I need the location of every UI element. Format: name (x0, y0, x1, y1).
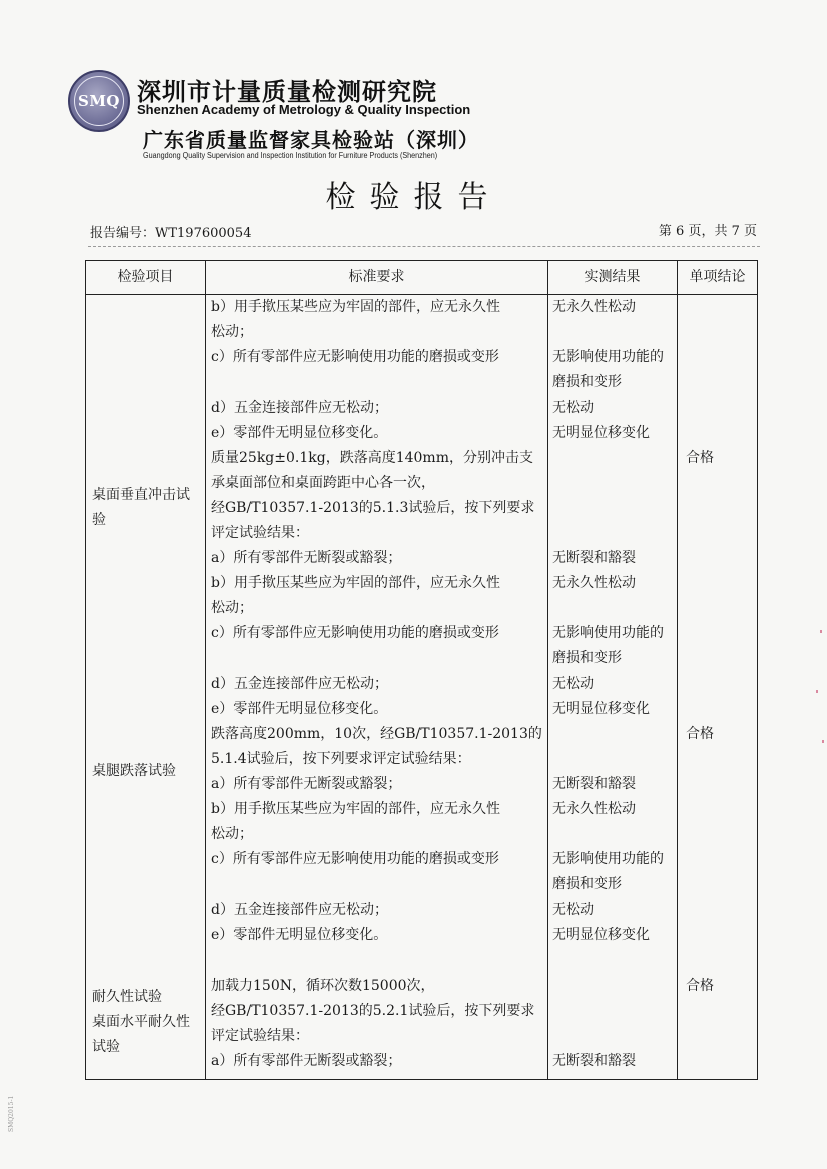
standard-line: a）所有零部件无断裂或豁裂； (211, 1053, 402, 1069)
item-label: 桌腿跌落试验 (92, 763, 176, 779)
result-line: 磨损和变形 (552, 374, 622, 390)
form-code: SMQ2015-1 (8, 1095, 15, 1132)
standard-column (206, 295, 548, 1080)
result-line: 无明显位移变化 (552, 425, 650, 441)
result-line: 无断裂和豁裂 (552, 776, 636, 792)
result-line: 无永久性松动 (552, 299, 636, 315)
standard-line: a）所有零部件无断裂或豁裂； (211, 776, 402, 792)
result-line: 无明显位移变化 (552, 701, 650, 717)
conclusion-label: 合格 (686, 450, 714, 466)
logo-text: SMQ (77, 92, 120, 110)
smq-logo (68, 70, 130, 132)
result-line: 无松动 (552, 676, 594, 692)
result-column (548, 295, 678, 1080)
standard-line: 松动； (211, 600, 253, 616)
standard-line: 质量25kg±0.1kg，跌落高度140mm，分别冲击支 (211, 450, 533, 466)
inspection-table (85, 260, 758, 1080)
standard-line: 跌落高度200mm，10次，经GB/T10357.1-2013的 (211, 726, 542, 742)
standard-line: c）所有零部件应无影响使用功能的磨损或变形 (211, 349, 499, 365)
standard-line: 经GB/T10357.1-2013的5.1.3试验后，按下列要求 (211, 500, 535, 516)
standard-line: d）五金连接部件应无松动； (211, 902, 388, 918)
result-line: 无松动 (552, 400, 594, 416)
standard-line: 评定试验结果： (211, 525, 309, 541)
standard-line: c）所有零部件应无影响使用功能的磨损或变形 (211, 851, 499, 867)
result-line: 磨损和变形 (552, 650, 622, 666)
standard-line: d）五金连接部件应无松动； (211, 676, 388, 692)
standard-line: c）所有零部件应无影响使用功能的磨损或变形 (211, 625, 499, 641)
conclusion-label: 合格 (686, 978, 714, 994)
standard-line: e）零部件无明显位移变化。 (211, 425, 388, 441)
result-line: 无松动 (552, 902, 594, 918)
table-row (86, 295, 758, 1080)
result-line: 磨损和变形 (552, 876, 622, 892)
result-line: 无影响使用功能的 (552, 851, 664, 867)
standard-line: 加载力150N，循环次数15000次， (211, 978, 435, 994)
standard-line: a）所有零部件无断裂或豁裂； (211, 550, 402, 566)
scan-mark (820, 630, 822, 633)
standard-line: 承桌面部位和桌面跨距中心各一次， (211, 475, 435, 491)
standard-line: 5.1.4试验后，按下列要求评定试验结果： (211, 751, 471, 767)
page-title: 检验报告 (325, 180, 502, 215)
standard-line: b）用手揿压某些应为牢固的部件，应无永久性 (211, 299, 500, 315)
conclusion-column (678, 295, 758, 1080)
result-line: 无永久性松动 (552, 801, 636, 817)
standard-line: 经GB/T10357.1-2013的5.2.1试验后，按下列要求 (211, 1003, 535, 1019)
standard-line: e）零部件无明显位移变化。 (211, 927, 388, 943)
scan-mark (822, 740, 824, 743)
result-line: 无明显位移变化 (552, 927, 650, 943)
standard-line: b）用手揿压某些应为牢固的部件，应无永久性 (211, 801, 500, 817)
header-result: 实测结果 (548, 261, 678, 295)
station-name-cn: 广东省质量监督家具检验站（深圳） (143, 128, 479, 152)
institute-name-cn: 深圳市计量质量检测研究院 (137, 78, 437, 106)
header-conclusion: 单项结论 (678, 261, 758, 295)
item-label: 耐久性试验 (92, 989, 162, 1005)
conclusion-label: 合格 (686, 726, 714, 742)
header-divider (88, 246, 760, 247)
standard-line: b）用手揿压某些应为牢固的部件，应无永久性 (211, 575, 500, 591)
result-line: 无永久性松动 (552, 575, 636, 591)
item-label: 桌面水平耐久性 (92, 1014, 190, 1030)
result-line: 无影响使用功能的 (552, 349, 664, 365)
station-name-en: Guangdong Quality Supervision and Inspection Institution for Furniture Products (Shenzhen) (143, 151, 438, 160)
item-label: 试验 (92, 1039, 120, 1055)
report-number: 报告编号：WT197600054 (90, 226, 252, 241)
standard-line: 评定试验结果： (211, 1028, 309, 1044)
header-item: 检验项目 (86, 261, 206, 295)
item-label: 验 (92, 512, 106, 528)
standard-line: 松动； (211, 324, 253, 340)
page-number: 第 6 页，共 7 页 (658, 224, 757, 239)
scan-mark (816, 690, 818, 693)
institute-name-en: Shenzhen Academy of Metrology & Quality Inspection (137, 102, 471, 117)
result-line: 无断裂和豁裂 (552, 550, 636, 566)
table-header-row (86, 261, 758, 295)
header-standard: 标准要求 (206, 261, 548, 295)
item-label: 桌面垂直冲击试 (92, 487, 190, 503)
standard-line: d）五金连接部件应无松动； (211, 400, 388, 416)
result-line: 无断裂和豁裂 (552, 1053, 636, 1069)
standard-line: 松动； (211, 826, 253, 842)
standard-line: e）零部件无明显位移变化。 (211, 701, 388, 717)
item-column (86, 295, 206, 1080)
result-line: 无影响使用功能的 (552, 625, 664, 641)
